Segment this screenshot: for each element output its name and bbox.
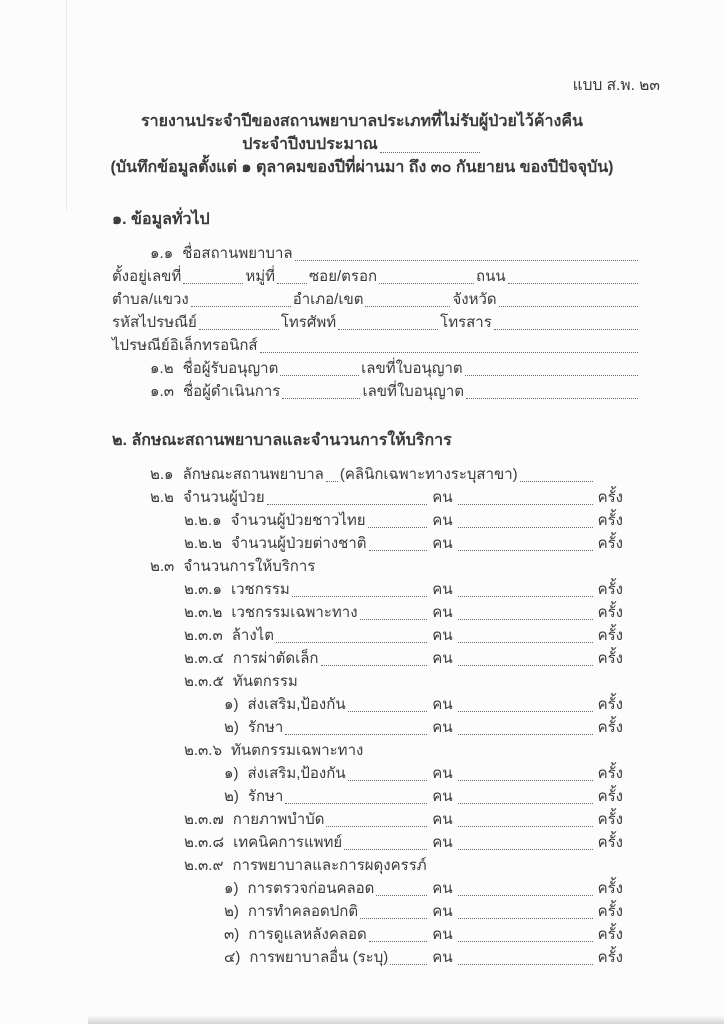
unit-person-label: คน bbox=[432, 834, 453, 851]
item-number: ๑.๒ bbox=[150, 360, 174, 377]
item-number: ๑) bbox=[224, 696, 239, 713]
unit-times-label: ครั้ง bbox=[597, 604, 623, 621]
licensee-license-no-label: เลขที่ใบอนุญาต bbox=[361, 360, 463, 377]
persons-field bbox=[344, 849, 427, 850]
unit-times-label: ครั้ง bbox=[597, 535, 623, 552]
item-number: ๑.๓ bbox=[150, 383, 174, 400]
row-label: จำนวนผู้ป่วยชาวไทย bbox=[230, 512, 366, 529]
item-number: ๒.๒.๑ bbox=[184, 512, 222, 529]
times-field bbox=[458, 941, 593, 942]
house-no-field bbox=[183, 283, 243, 284]
row-dentistry-heading bbox=[184, 669, 640, 692]
fax-field bbox=[494, 329, 638, 330]
unit-person-label: คน bbox=[432, 719, 453, 736]
row-label: เวชกรรม bbox=[231, 581, 290, 598]
persons-field bbox=[390, 964, 427, 965]
times-field bbox=[458, 550, 593, 551]
persons-field bbox=[285, 734, 427, 735]
row-label: รักษา bbox=[247, 788, 284, 805]
item-number: ๒) bbox=[224, 903, 239, 920]
section1-heading: ๑. ข้อมูลทั่วไป bbox=[112, 211, 210, 228]
row-address-line1 bbox=[112, 264, 640, 287]
fiscal-year-field bbox=[380, 152, 480, 153]
row-label: การพยาบาลอื่น (ระบุ) bbox=[249, 949, 389, 966]
item-number: ๒.๓.๓ bbox=[184, 627, 223, 644]
item-number: ๒.๓.๒ bbox=[184, 604, 223, 621]
item-number: ๒.๒ bbox=[150, 489, 174, 506]
postal-code-field bbox=[199, 329, 279, 330]
clinic-type-label: ลักษณะสถานพยาบาล bbox=[182, 466, 324, 483]
persons-field bbox=[285, 803, 427, 804]
item-number: ๑.๑ bbox=[150, 245, 174, 262]
row-specialized-medicine bbox=[184, 600, 626, 623]
row-clinic-name bbox=[150, 241, 640, 264]
row-specialized-dentistry-heading bbox=[184, 738, 640, 761]
subdistrict-label: ตำบล/แขวง bbox=[112, 291, 189, 308]
form-title: รายงานประจำปีของสถานพยาบาลประเภทที่ไม่รับผู้ป่วยไว้ค้างคืน bbox=[141, 113, 583, 130]
district-field bbox=[365, 306, 450, 307]
fiscal-year-line bbox=[0, 133, 724, 156]
row-dentistry-treatment bbox=[224, 715, 626, 738]
row-label: รักษา bbox=[247, 719, 284, 736]
section2-heading: ๒. ลักษณะสถานพยาบาลและจำนวนการให้บริการ bbox=[112, 432, 452, 449]
persons-field bbox=[276, 642, 427, 643]
times-field bbox=[458, 504, 593, 505]
form-header bbox=[0, 110, 724, 179]
persons-field bbox=[326, 826, 427, 827]
licensee-name-field bbox=[280, 375, 359, 376]
unit-person-label: คน bbox=[432, 765, 453, 782]
persons-field bbox=[321, 665, 428, 666]
unit-times-label: ครั้ง bbox=[597, 880, 623, 897]
row-clinic-type bbox=[150, 462, 583, 485]
item-number: ๒.๓.๔ bbox=[184, 650, 224, 667]
persons-field bbox=[348, 711, 428, 712]
row-spec-dentistry-treatment bbox=[224, 784, 626, 807]
row-dentistry-prevention bbox=[224, 692, 626, 715]
item-number: ๒.๒.๒ bbox=[184, 535, 222, 552]
row-email bbox=[112, 333, 640, 356]
unit-person-label: คน bbox=[432, 926, 453, 943]
unit-times-label: ครั้ง bbox=[597, 512, 623, 529]
licensee-license-no-field bbox=[465, 375, 638, 376]
row-label: การผ่าตัดเล็ก bbox=[232, 650, 319, 667]
item-number: ๒.๓.๕ bbox=[184, 673, 224, 690]
row-label: การพยาบาลและการผดุงครรภ์ bbox=[232, 857, 427, 874]
times-field bbox=[458, 895, 593, 896]
postal-code-label: รหัสไปรษณีย์ bbox=[112, 314, 197, 331]
item-number: ๒.๓ bbox=[150, 558, 175, 575]
unit-times-label: ครั้ง bbox=[597, 765, 623, 782]
times-field bbox=[458, 619, 593, 620]
clinic-type-field bbox=[326, 481, 338, 482]
persons-field bbox=[376, 895, 427, 896]
province-field bbox=[499, 306, 638, 307]
row-antenatal-exam bbox=[224, 876, 626, 899]
row-minor-surgery bbox=[184, 646, 626, 669]
clinic-name-field bbox=[295, 260, 638, 261]
operator-license-no-field bbox=[466, 398, 638, 399]
times-field bbox=[458, 826, 593, 827]
moo-field bbox=[277, 283, 307, 284]
unit-person-label: คน bbox=[432, 604, 453, 621]
unit-times-label: ครั้ง bbox=[597, 489, 623, 506]
persons-field bbox=[360, 619, 428, 620]
unit-person-label: คน bbox=[432, 627, 453, 644]
row-label: กายภาพบำบัด bbox=[232, 811, 325, 828]
subdistrict-field bbox=[191, 306, 291, 307]
unit-person-label: คน bbox=[432, 903, 453, 920]
times-field bbox=[458, 803, 593, 804]
unit-times-label: ครั้ง bbox=[597, 581, 623, 598]
telephone-field bbox=[338, 329, 438, 330]
row-licensee bbox=[150, 356, 640, 379]
province-label: จังหวัด bbox=[452, 291, 497, 308]
row-operator bbox=[150, 379, 640, 402]
licensee-name-label: ชื่อผู้รับอนุญาต bbox=[182, 360, 279, 377]
telephone-label: โทรศัพท์ bbox=[280, 314, 337, 331]
operator-name-label: ชื่อผู้ดำเนินการ bbox=[182, 383, 281, 400]
soi-label: ซอย/ตรอก bbox=[309, 268, 378, 285]
unit-times-label: ครั้ง bbox=[597, 788, 623, 805]
email-label: ไปรษณีย์อิเล็กทรอนิกส์ bbox=[112, 337, 258, 354]
row-label: การตรวจก่อนคลอด bbox=[247, 880, 375, 897]
item-number: ๒) bbox=[224, 719, 239, 736]
row-nursing-midwifery-heading bbox=[184, 853, 640, 876]
form-body bbox=[112, 208, 640, 968]
item-number: ๔) bbox=[224, 949, 241, 966]
persons-field bbox=[348, 780, 428, 781]
row-label: การดูแลหลังคลอด bbox=[248, 926, 367, 943]
persons-field bbox=[360, 918, 427, 919]
row-physiotherapy bbox=[184, 807, 626, 830]
times-field bbox=[458, 780, 593, 781]
soi-field bbox=[379, 283, 474, 284]
road-field bbox=[508, 283, 638, 284]
district-label: อำเภอ/เขต bbox=[292, 291, 364, 308]
unit-person-label: คน bbox=[432, 880, 453, 897]
fax-label: โทรสาร bbox=[440, 314, 492, 331]
times-field bbox=[458, 918, 593, 919]
unit-times-label: ครั้ง bbox=[597, 811, 623, 828]
item-number: ๒.๓.๑ bbox=[184, 581, 222, 598]
unit-times-label: ครั้ง bbox=[597, 903, 623, 920]
unit-person-label: คน bbox=[432, 696, 453, 713]
row-patients-foreign bbox=[184, 531, 626, 554]
unit-person-label: คน bbox=[432, 489, 453, 506]
operator-license-no-label: เลขที่ใบอนุญาต bbox=[362, 383, 464, 400]
row-spec-dentistry-prevention bbox=[224, 761, 626, 784]
unit-times-label: ครั้ง bbox=[597, 926, 623, 943]
unit-person-label: คน bbox=[432, 535, 453, 552]
operator-name-field bbox=[282, 398, 360, 399]
unit-person-label: คน bbox=[432, 650, 453, 667]
unit-person-label: คน bbox=[432, 512, 453, 529]
persons-field bbox=[368, 527, 428, 528]
specialty-field bbox=[520, 481, 593, 482]
unit-person-label: คน bbox=[432, 581, 453, 598]
item-number: ๒.๓.๖ bbox=[184, 742, 222, 759]
row-label: การทำคลอดปกติ bbox=[247, 903, 359, 920]
clinic-name-label: ชื่อสถานพยาบาล bbox=[182, 245, 293, 262]
unit-person-label: คน bbox=[432, 811, 453, 828]
row-medicine bbox=[184, 577, 626, 600]
unit-person-label: คน bbox=[432, 949, 453, 966]
row-other-nursing bbox=[224, 945, 626, 968]
specialty-note-label: (คลินิกเฉพาะทางระบุสาขา) bbox=[339, 466, 518, 483]
item-number: ๒.๓.๘ bbox=[184, 834, 225, 851]
row-label: ล้างไต bbox=[231, 627, 274, 644]
moo-label: หมู่ที่ bbox=[245, 268, 275, 285]
row-normal-delivery bbox=[224, 899, 626, 922]
item-number: ๒.๓.๙ bbox=[184, 857, 224, 874]
item-number: ๑) bbox=[224, 880, 239, 897]
row-medical-technology bbox=[184, 830, 626, 853]
persons-field bbox=[369, 941, 427, 942]
house-no-label: ตั้งอยู่เลขที่ bbox=[112, 268, 182, 285]
item-number: ๑) bbox=[224, 765, 239, 782]
times-field bbox=[458, 711, 593, 712]
unit-times-label: ครั้ง bbox=[597, 834, 623, 851]
row-label: ส่งเสริม,ป้องกัน bbox=[247, 765, 346, 782]
unit-person-label: คน bbox=[432, 788, 453, 805]
row-label: ทันตกรรม bbox=[232, 673, 298, 690]
row-label: เทคนิคการแพทย์ bbox=[233, 834, 343, 851]
row-dialysis bbox=[184, 623, 626, 646]
row-label: ส่งเสริม,ป้องกัน bbox=[247, 696, 346, 713]
form-code: แบบ ส.พ. ๒๓ bbox=[572, 77, 660, 94]
times-field bbox=[458, 665, 593, 666]
item-number: ๒) bbox=[224, 788, 239, 805]
times-field bbox=[458, 964, 593, 965]
item-number: ๓) bbox=[224, 926, 240, 943]
unit-times-label: ครั้ง bbox=[597, 719, 623, 736]
scan-fold-line bbox=[66, 0, 67, 210]
row-address-line3 bbox=[112, 310, 640, 333]
unit-times-label: ครั้ง bbox=[597, 949, 623, 966]
form-note: (บันทึกข้อมูลตั้งแต่ ๑ ตุลาคมของปีที่ผ่านมา ถึง ๓๐ กันยายน ของปีปัจจุบัน) bbox=[110, 159, 614, 176]
row-label: ทันตกรรมเฉพาะทาง bbox=[231, 742, 364, 759]
item-number: ๒.๓.๗ bbox=[184, 811, 224, 828]
unit-times-label: ครั้ง bbox=[597, 650, 623, 667]
persons-field bbox=[369, 550, 428, 551]
row-label: จำนวนการให้บริการ bbox=[183, 558, 316, 575]
scan-bottom-shadow bbox=[88, 1015, 724, 1024]
row-label: จำนวนผู้ป่วย bbox=[182, 489, 265, 506]
fiscal-year-label: ประจำปีงบประมาณ bbox=[242, 136, 378, 153]
times-field bbox=[458, 642, 593, 643]
row-patients-total bbox=[150, 485, 626, 508]
times-field bbox=[458, 527, 593, 528]
row-patients-thai bbox=[184, 508, 626, 531]
item-number: ๒.๑ bbox=[150, 466, 174, 483]
persons-field bbox=[267, 504, 428, 505]
email-field bbox=[260, 352, 638, 353]
times-field bbox=[458, 596, 593, 597]
row-postnatal-care bbox=[224, 922, 626, 945]
times-field bbox=[458, 849, 593, 850]
row-label: เวชกรรมเฉพาะทาง bbox=[231, 604, 358, 621]
persons-field bbox=[292, 596, 427, 597]
times-field bbox=[458, 734, 593, 735]
row-services-heading bbox=[150, 554, 640, 577]
road-label: ถนน bbox=[476, 268, 506, 285]
unit-times-label: ครั้ง bbox=[597, 696, 623, 713]
unit-times-label: ครั้ง bbox=[597, 627, 623, 644]
row-label: จำนวนผู้ป่วยต่างชาติ bbox=[231, 535, 367, 552]
row-address-line2 bbox=[112, 287, 640, 310]
